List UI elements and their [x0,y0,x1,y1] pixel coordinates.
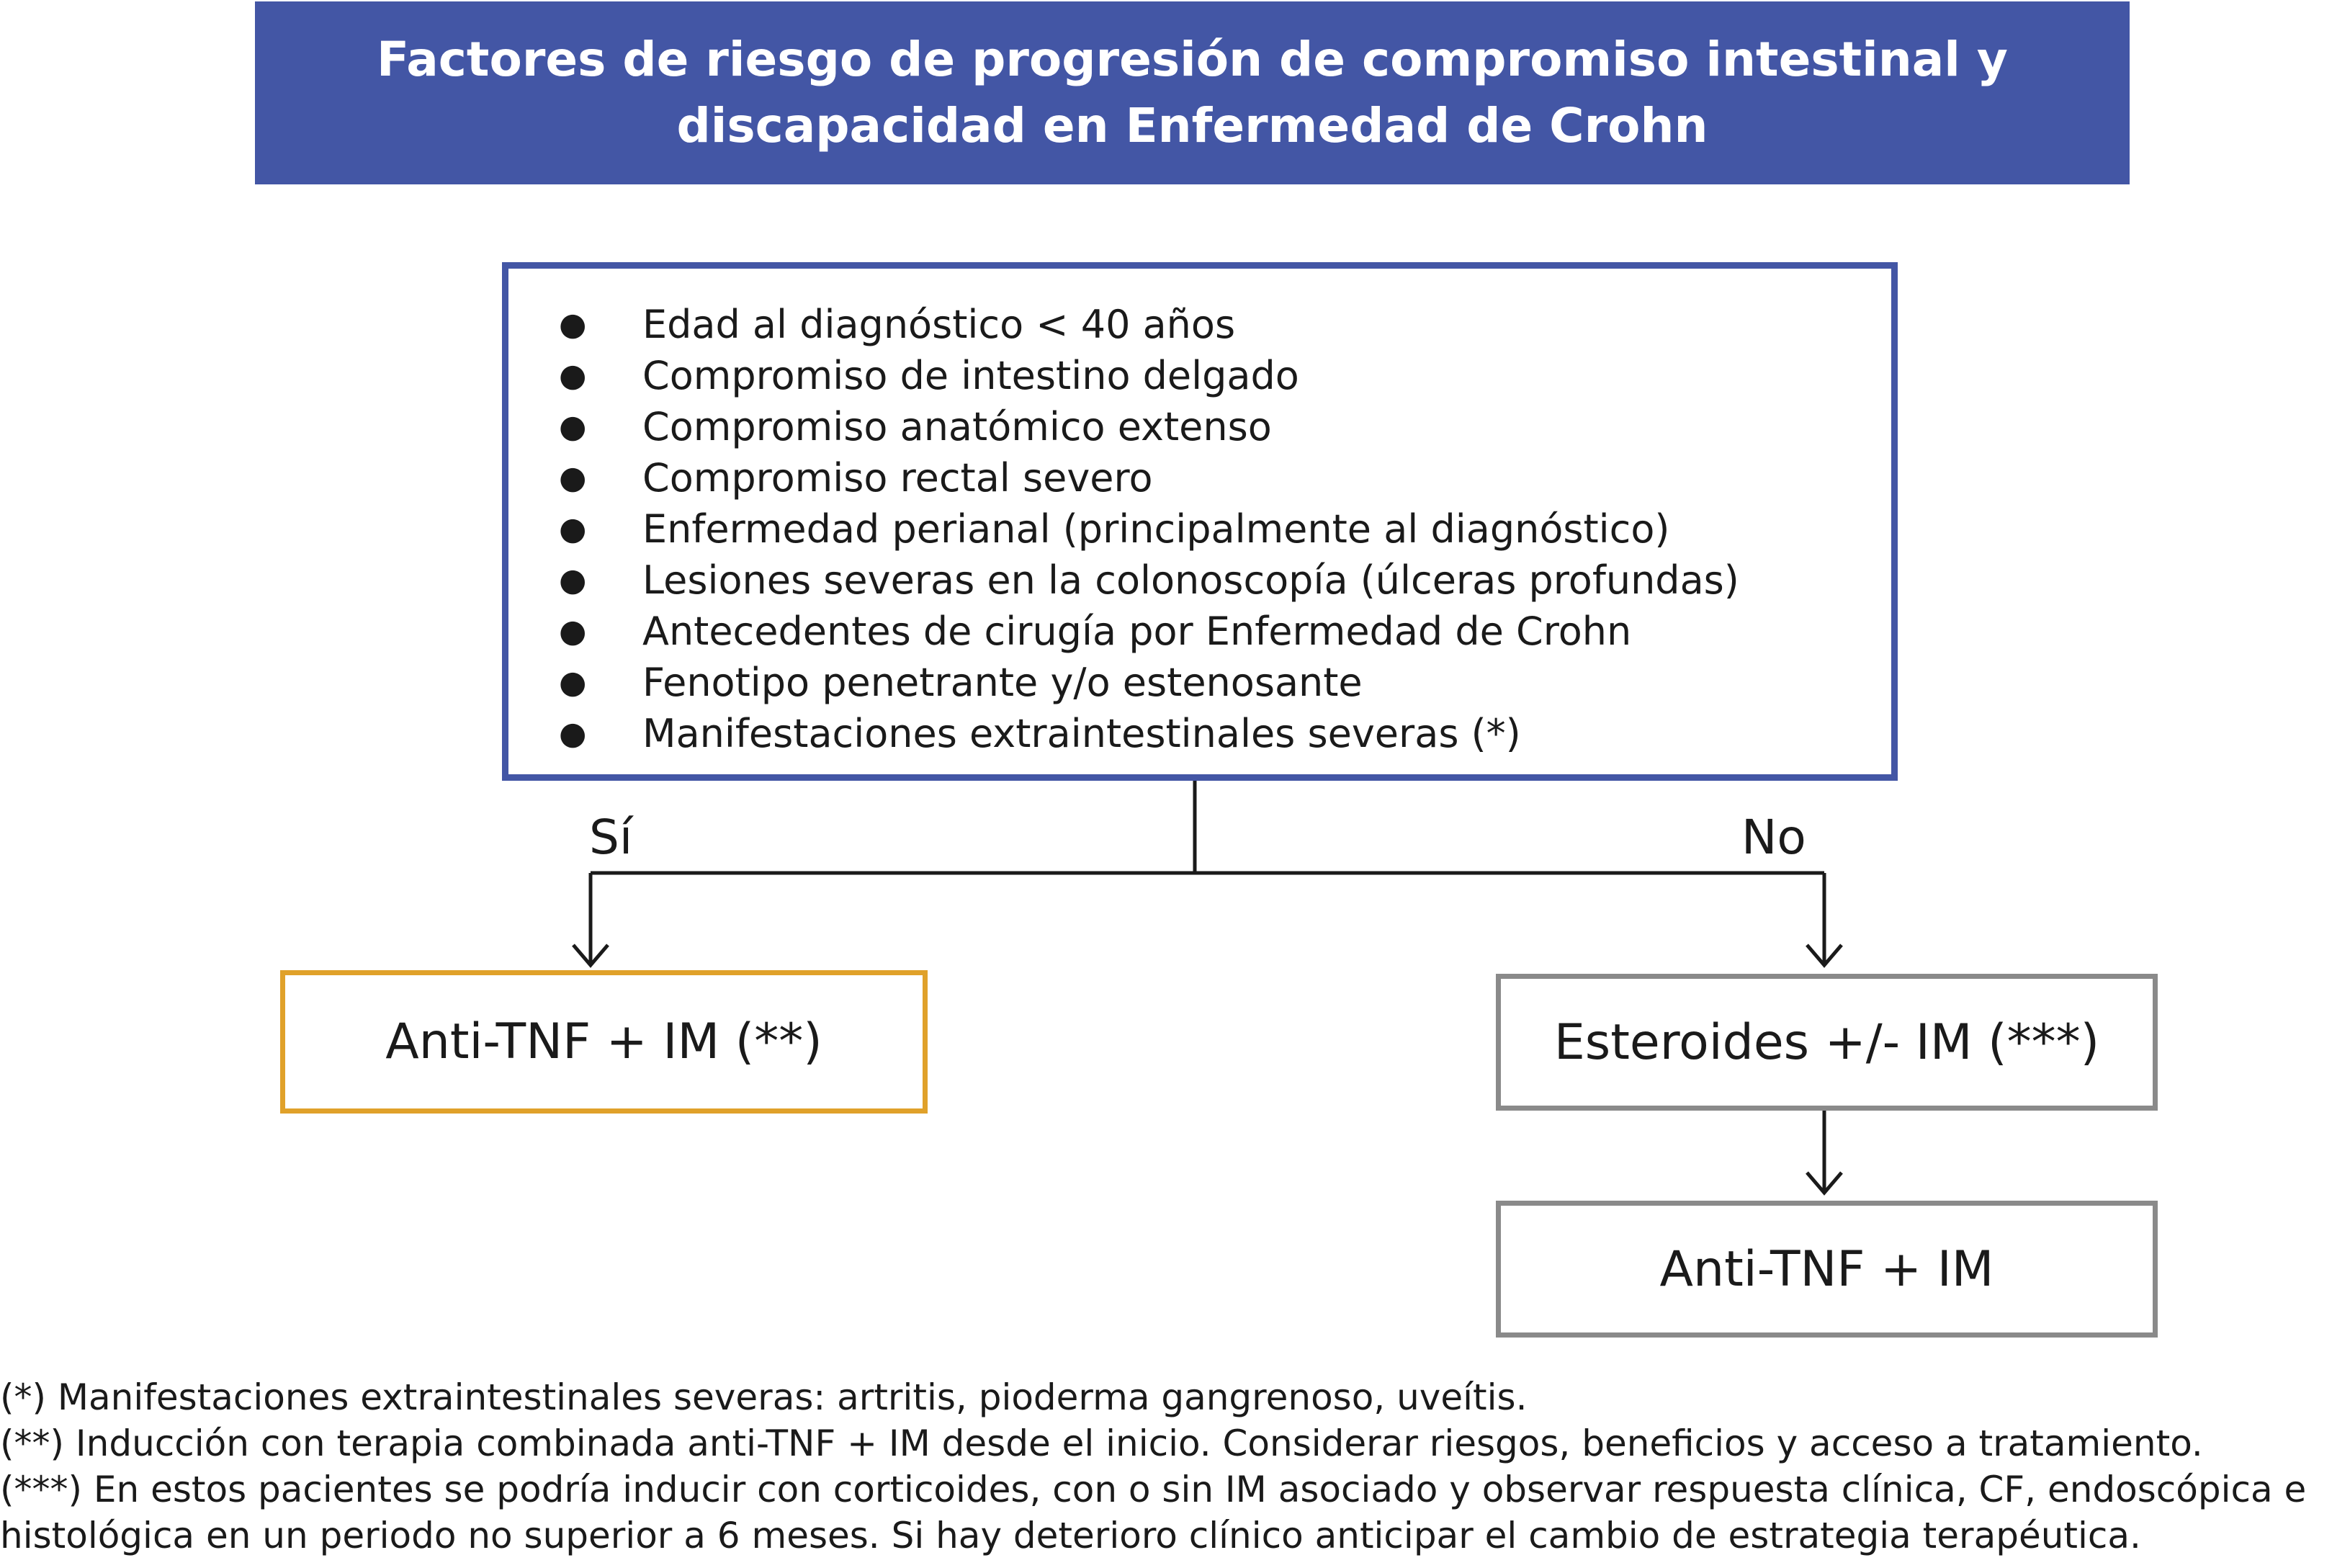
bullet-icon: ● [559,357,587,394]
yes-treatment-text: Anti-TNF + IM (**) [385,1013,822,1070]
no-treatment-text: Esteroides +/- IM (***) [1553,1013,2100,1071]
bullet-icon: ● [559,613,587,650]
bullet-icon: ● [559,715,587,752]
footnote-3: (***) En estos pacientes se podría inducir con corticoides, con o sin IM asociado y observar respuesta clínica, CF, endoscópica e [0,1469,2307,1510]
footnote-3-continued: histológica en un periodo no superior a 6 meses. Si hay deterioro clínico anticipar el cambio de estrategia terapéutica. [0,1515,2141,1556]
risk-factor-text: Compromiso de intestino delgado [642,353,1299,398]
no-branch-label: No [1741,810,1806,865]
risk-factor-text: Fenotipo penetrante y/o estenosante [642,660,1363,705]
risk-factor-text: Lesiones severas en la colonoscopía (úlceras profundas) [642,557,1739,603]
yes-treatment-box [280,970,928,1114]
followup-treatment-box [1496,1201,2158,1338]
bullet-icon: ● [559,511,587,547]
bullet-icon: ● [559,460,587,496]
risk-factor-text: Compromiso anatómico extenso [642,404,1272,449]
diagram-title: Factores de riesgo de progresión de compromiso intestinal y discapacidad en Enfermedad de Crohn [377,32,2008,153]
no-treatment-box [1496,974,2158,1111]
bullet-icon: ● [559,306,587,343]
bullet-icon: ● [559,562,587,599]
risk-factor-text: Compromiso rectal severo [642,455,1153,501]
yes-branch-label: Sí [589,810,633,865]
risk-factor-text: Edad al diagnóstico < 40 años [642,302,1236,347]
risk-factor-text: Antecedentes de cirugía por Enfermedad de Crohn [642,609,1632,654]
footnote-1: (*) Manifestaciones extraintestinales severas: artritis, pioderma gangrenoso, uveítis. [0,1376,1528,1418]
risk-factor-text: Enfermedad perianal (principalmente al diagnóstico) [642,506,1670,552]
footnotes [0,1374,2350,1559]
followup-treatment-text: Anti-TNF + IM [1659,1240,1994,1298]
bullet-icon: ● [559,408,587,445]
risk-factor-text: Manifestaciones extraintestinales severas (*) [642,711,1521,756]
bullet-icon: ● [559,664,587,701]
footnote-2: (**) Inducción con terapia combinada anti-TNF + IM desde el inicio. Considerar riesgos, beneficios y acceso a tratamiento. [0,1423,2203,1464]
